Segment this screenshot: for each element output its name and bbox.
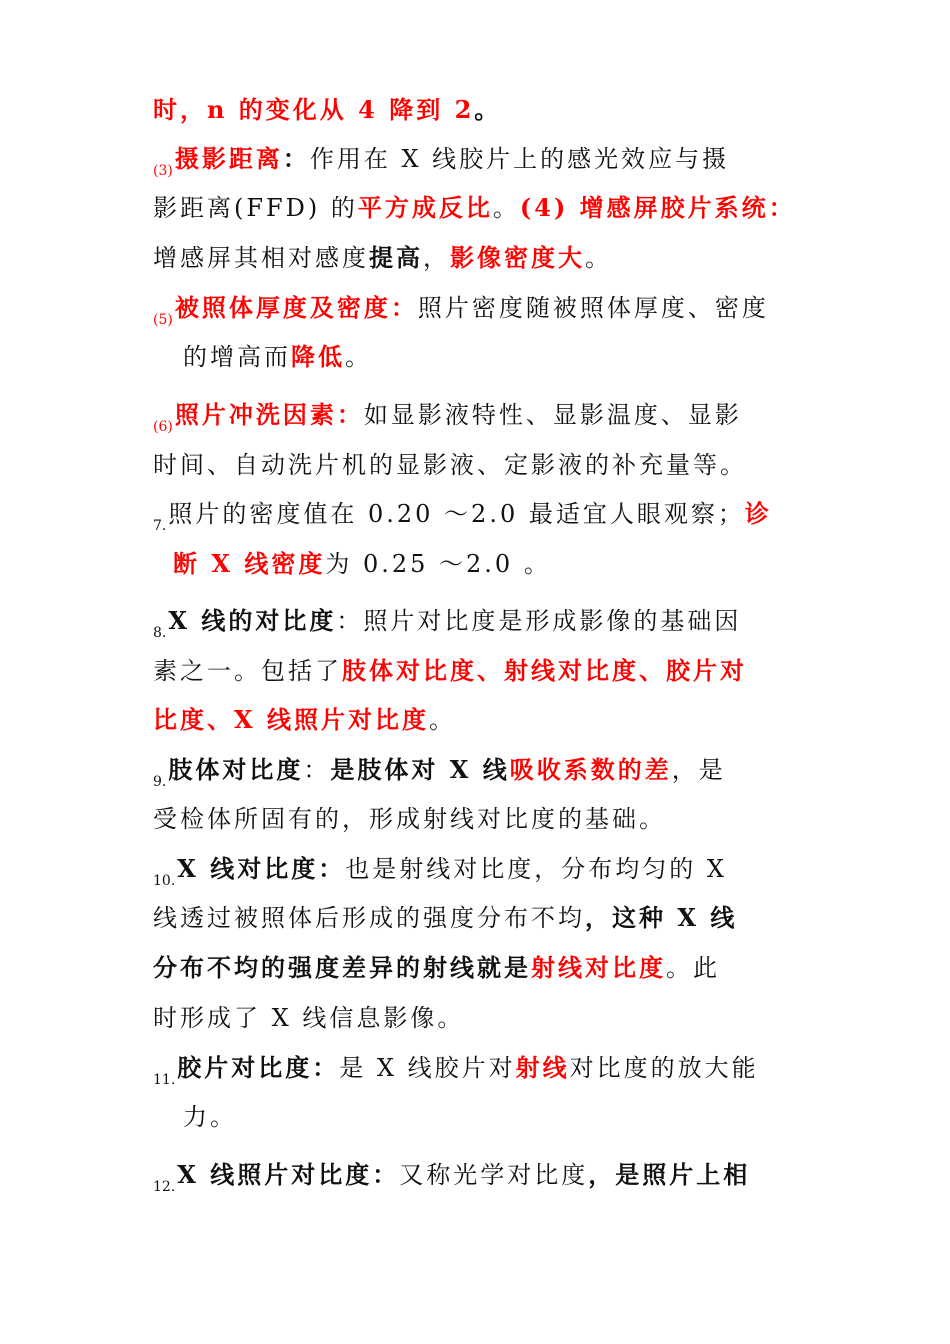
- item-number: (6): [153, 419, 173, 435]
- text-line: [153, 498, 840, 542]
- text-line: [153, 292, 840, 336]
- text-segment: 。: [345, 343, 372, 371]
- bold-text: 提高: [369, 243, 423, 272]
- text-line: [153, 952, 840, 984]
- text-segment: ：: [282, 144, 310, 173]
- bold-text: ，是照片上相: [588, 1160, 751, 1189]
- text-line: [153, 902, 840, 934]
- text-segment: 素之一。包括了: [153, 657, 342, 685]
- item-number: 10.: [153, 873, 176, 889]
- text-line: [153, 192, 840, 224]
- text-line: [153, 242, 840, 274]
- text-line: [183, 341, 840, 373]
- text-segment: ：照片对比度是形成影像的基础因: [336, 607, 742, 635]
- highlight-text: 断 X 线密度: [173, 549, 326, 578]
- text-line: [153, 1052, 840, 1096]
- text-segment: 。: [585, 244, 612, 272]
- text-line: [153, 704, 840, 736]
- highlight-text: 比度、X 线照片对比度: [153, 705, 429, 734]
- term-heading: X 线的对比度: [168, 606, 337, 635]
- highlight-text: 诊: [744, 499, 772, 528]
- text-segment: 。: [474, 95, 502, 124]
- text-line: [153, 1159, 840, 1203]
- item-number: 8.: [153, 625, 167, 641]
- highlight-text: 射线: [515, 1053, 570, 1082]
- term-heading: X 线照片对比度：: [177, 1160, 400, 1189]
- text-segment: ，: [423, 244, 450, 272]
- text-segment: ，是: [671, 756, 726, 784]
- text-segment: 是 X 线胶片对: [339, 1054, 516, 1082]
- text-segment: 照片密度随被照体厚度、密度: [417, 294, 769, 322]
- text-segment: 如显影液特性、显影温度、显影: [363, 401, 742, 429]
- text-line: [153, 94, 840, 126]
- text-segment: 时，n 的变化从 4 降到 2: [153, 95, 475, 124]
- text-segment: 时形成了 X 线信息影像。: [153, 1004, 465, 1032]
- text-segment: 影距离(FFD) 的: [153, 194, 358, 222]
- text-segment: 也是射线对比度，分布均匀的 X: [345, 855, 727, 883]
- highlight-text: 影像密度大: [450, 243, 585, 272]
- term-heading: 摄影距离: [174, 144, 283, 173]
- bold-text: 分布不均的强度差异的射线就是: [153, 953, 531, 982]
- item-number: 9.: [153, 774, 167, 790]
- bold-text: ，这种 X 线: [585, 903, 738, 932]
- text-segment: 力。: [183, 1103, 237, 1131]
- text-segment: 线透过被照体后形成的强度分布不均: [153, 904, 585, 932]
- text-segment: 。: [492, 194, 520, 222]
- text-segment: 对比度的放大能: [569, 1054, 759, 1082]
- term-heading: (4) 增感屏胶片系统：: [519, 193, 796, 222]
- item-number: 12.: [153, 1179, 176, 1195]
- bold-text: 是肢体对 X 线: [330, 755, 510, 784]
- highlight-text: 肢体对比度、射线对比度、胶片对: [342, 656, 747, 685]
- text-segment: 时间、自动洗片机的显影液、定影液的补充量等。: [153, 451, 747, 479]
- text-line: [153, 754, 840, 798]
- item-number: (3): [153, 163, 173, 179]
- text-line: [153, 449, 840, 481]
- text-line: [153, 143, 840, 187]
- highlight-text: 射线对比度: [531, 953, 666, 982]
- term-heading: 胶片对比度：: [177, 1053, 340, 1082]
- highlight-text: 降低: [291, 342, 345, 371]
- text-line: [183, 1101, 840, 1133]
- text-segment: 。: [428, 706, 456, 734]
- text-segment: 增感屏其相对感度: [153, 244, 369, 272]
- term-heading: 照片冲洗因素：: [174, 400, 364, 429]
- text-segment: 作用在 X 线胶片上的感光效应与摄: [309, 145, 730, 173]
- text-line: [153, 399, 840, 443]
- text-segment: 的增高而: [183, 343, 291, 371]
- highlight-text: 平方成反比: [357, 193, 493, 222]
- text-line: [173, 548, 840, 580]
- text-segment: 照片的密度值在 0.20 ～2.0 最适宜人眼观察；: [168, 500, 745, 528]
- item-number: (5): [153, 312, 173, 328]
- text-segment: 又称光学对比度: [399, 1161, 589, 1189]
- text-segment: 为 0.25 ～2.0 。: [325, 550, 551, 578]
- item-number: 11.: [153, 1072, 176, 1088]
- highlight-text: 吸收系数的差: [509, 755, 672, 784]
- text-segment: 受检体所固有的，形成射线对比度的基础。: [153, 805, 666, 833]
- text-line: [153, 1002, 840, 1034]
- text-line: [153, 853, 840, 897]
- text-segment: 。此: [666, 954, 720, 982]
- text-line: [153, 655, 840, 687]
- term-heading: X 线对比度：: [177, 854, 346, 883]
- item-number: 7.: [153, 518, 167, 534]
- text-segment: ：: [303, 756, 331, 784]
- text-line: [153, 605, 840, 649]
- text-line: [153, 803, 840, 835]
- term-heading: 被照体厚度及密度：: [174, 293, 418, 322]
- term-heading: 肢体对比度: [168, 755, 304, 784]
